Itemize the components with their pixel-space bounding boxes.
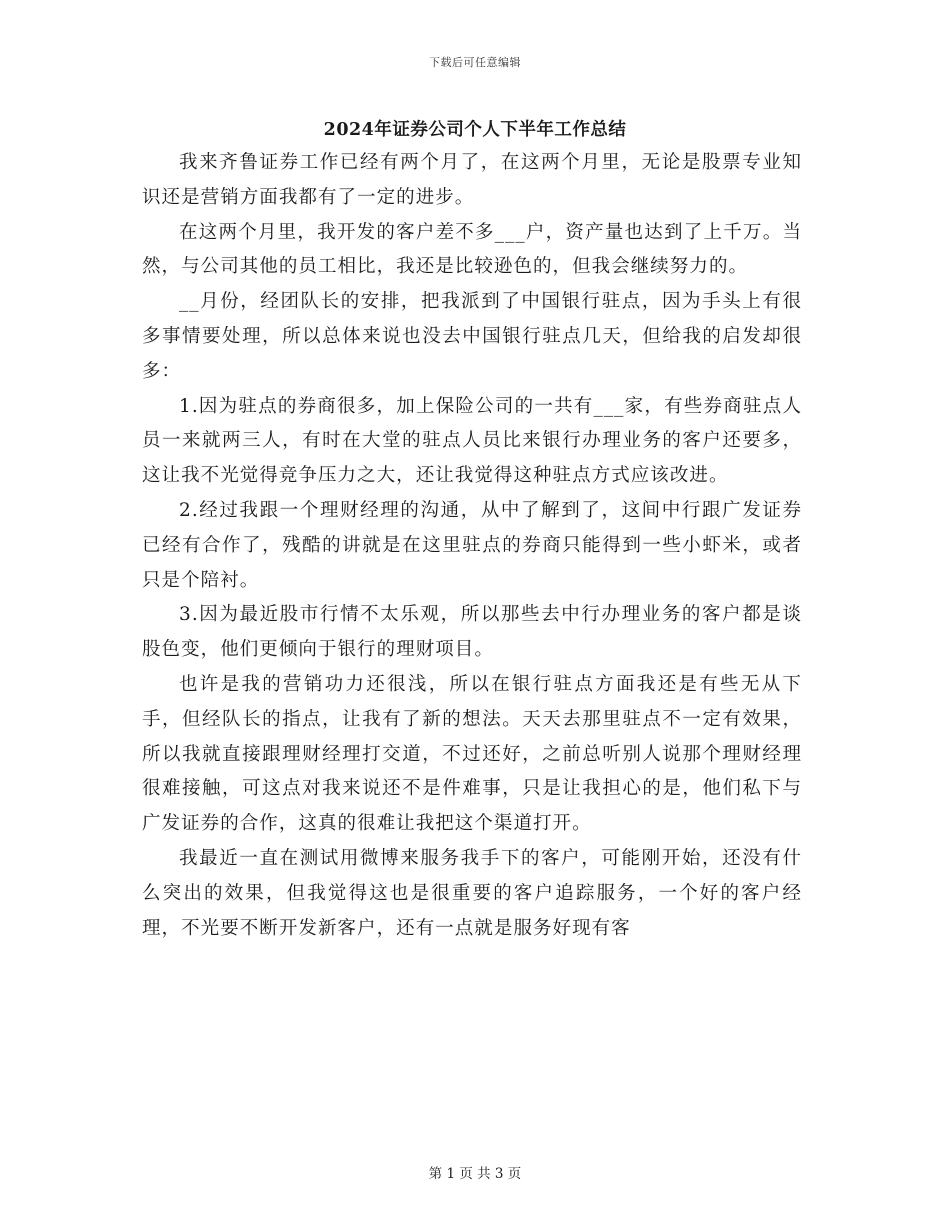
paragraph: __月份，经团队长的安排，把我派到了中国银行驻点，因为手头上有很多事情要处理，所以总体来说也没去中国银行驻点几天，但给我的启发却很多： bbox=[142, 291, 802, 382]
list-item-paragraph: 1.因为驻点的券商很多，加上保险公司的一共有___家，有些券商驻点人员一来就两三人，有时在大堂的驻点人员比来银行办理业务的客户还要多，这让我不光觉得竞争压力之大，还让我觉得这种驻点方式应该改进。 bbox=[142, 395, 802, 487]
paragraph: 在这两个月里，我开发的客户差不多___户，资产量也达到了上千万。当然，与公司其他的员工相比，我还是比较逊色的，但我会继续努力的。 bbox=[142, 221, 802, 278]
document-body bbox=[142, 146, 802, 946]
list-item-paragraph: 2.经过我跟一个理财经理的沟通，从中了解到了，这间中行跟广发证券已经有合作了，残酷的讲就是在这里驻点的券商只能得到一些小虾米，或者只是个陪衬。 bbox=[142, 499, 802, 591]
list-item-paragraph: 3.因为最近股市行情不太乐观，所以那些去中行办理业务的客户都是谈股色变，他们更倾向于银行的理财项目。 bbox=[142, 604, 802, 661]
page-number-footer: 第 1 页 共 3 页 bbox=[428, 1166, 522, 1182]
paragraph: 也许是我的营销功力还很浅，所以在银行驻点方面我还是有些无从下手，但经队长的指点，让我有了新的想法。天天去那里驻点不一定有效果，所以我就直接跟理财经理打交道，不过还好，之前总听别人说那个理财经理很难接触，可这点对我来说还不是件难事，只是让我担心的是，他们私下与广发证券的合作，这真的很难让我把这个渠道打开。 bbox=[142, 673, 802, 835]
paragraph: 我最近一直在测试用微博来服务我手下的客户，可能刚开始，还没有什么突出的效果，但我觉得这也是很重要的客户追踪服务，一个好的客户经理，不光要不断开发新客户，还有一点就是服务好现有客 bbox=[142, 847, 802, 939]
paragraph: 我来齐鲁证券工作已经有两个月了，在这两个月里，无论是股票专业知识还是营销方面我都有了一定的进步。 bbox=[142, 152, 802, 208]
header-note: 下载后可任意编辑 bbox=[429, 56, 521, 69]
document-title: 2024年证券公司个人下半年工作总结 bbox=[323, 120, 627, 140]
